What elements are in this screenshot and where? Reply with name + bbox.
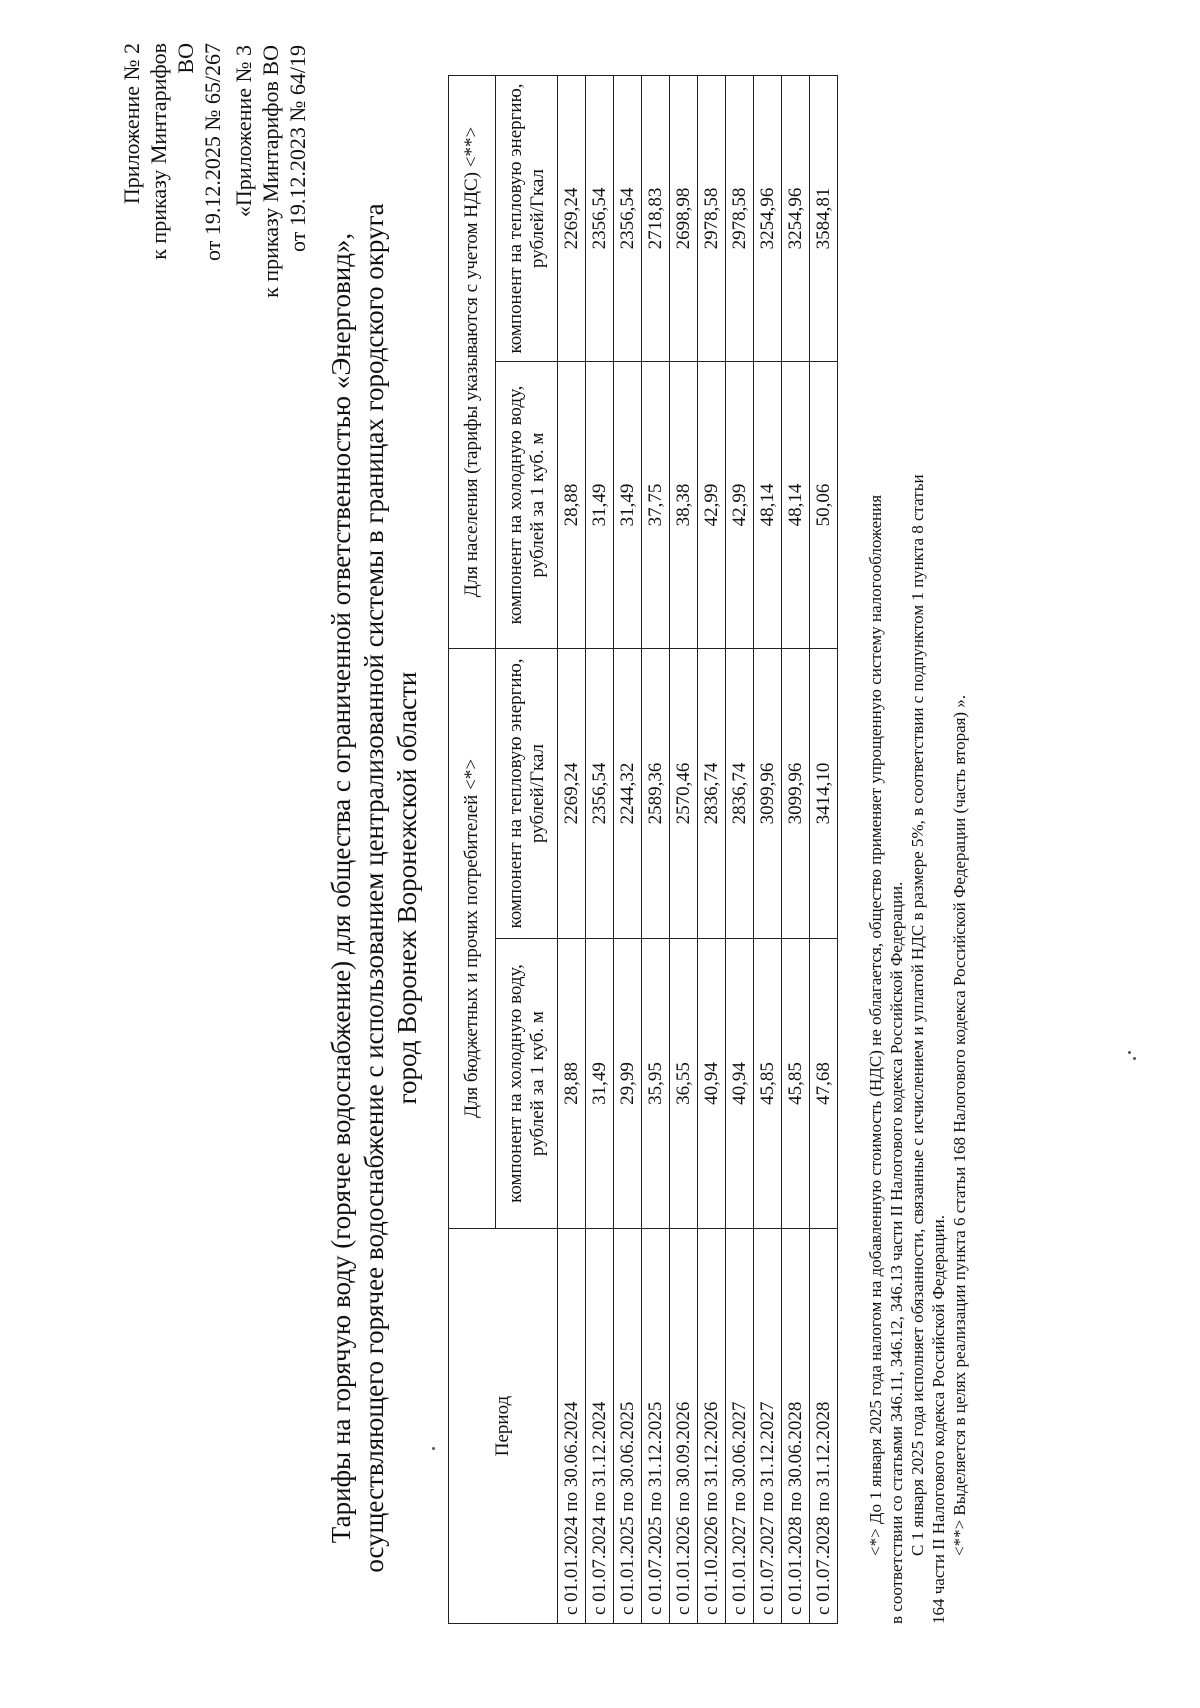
population-cold-water-cell: 48,14 [754,362,782,649]
period-cell: с 01.01.2028 по 30.06.2028 [782,1229,810,1624]
population-heat-cell: 2356,54 [586,76,614,362]
table-row [754,76,782,1624]
period-cell: с 01.10.2026 по 31.12.2026 [698,1229,726,1624]
budget-heat-cell: 2356,54 [586,649,614,939]
period-cell: с 01.01.2024 по 30.06.2024 [558,1229,586,1624]
scan-speck [1133,1057,1136,1060]
appendix-date: от 19.12.2025 № 65/267 [200,43,225,261]
population-heat-header: компонент на тепловую энергию, рублей/Гкал [496,76,558,362]
tariff-table [448,75,838,1624]
budget-heat-cell: 2589,36 [642,649,670,939]
period-cell: с 01.07.2024 по 31.12.2024 [586,1229,614,1624]
population-cold-water-cell: 48,14 [782,362,810,649]
footnote-3-text: <**> Выделяется в целях реализации пункта 6 статьи 168 Налогового кодекса Российской Федерации (часть вторая) ». [950,694,969,1556]
table-row [558,76,586,1624]
appendix-number: Приложение № 2 [119,43,144,205]
budget-cold-water-cell: 47,68 [810,939,838,1229]
population-heat-cell: 2978,58 [698,76,726,362]
budget-cold-water-cell: 28,88 [558,939,586,1229]
table-row [670,76,698,1624]
footnote-1-line-1: <*> До 1 января 2025 года налогом на добавленную стоимость (НДС) не облагается, общество применяет упрощенную систему налогообложения [866,494,885,1556]
footnote-2-continuation [928,64,949,1624]
budget-heat-cell: 2836,74 [698,649,726,939]
budget-cold-water-cell: 40,94 [698,939,726,1229]
budget-cold-water-cell: 31,49 [586,939,614,1229]
budget-cold-water-cell: 40,94 [726,939,754,1229]
budget-cold-water-cell: 29,99 [614,939,642,1229]
scan-speck [432,1447,435,1450]
budget-cold-water-cell: 35,95 [642,939,670,1229]
population-cold-water-cell: 50,06 [810,362,838,649]
period-cell: с 01.07.2027 по 31.12.2027 [754,1229,782,1624]
previous-appendix-reference [230,45,311,340]
footnote-2 [907,64,928,1624]
budget-heat-cell: 3099,96 [754,649,782,939]
table-row [642,76,670,1624]
budget-group-header: Для бюджетных и прочих потребителей <*> [449,649,496,1229]
table-row [586,76,614,1624]
previous-appendix-date: от 19.12.2023 № 64/19 [285,45,310,252]
budget-heat-cell: 2836,74 [726,649,754,939]
period-cell: с 01.01.2027 по 30.06.2027 [726,1229,754,1624]
population-heat-cell: 2978,58 [726,76,754,362]
budget-heat-cell: 2244,32 [614,649,642,939]
table-row [782,76,810,1624]
budget-heat-header: компонент на тепловую энергию, рублей/Гкал [496,649,558,939]
period-cell: с 01.07.2028 по 31.12.2028 [810,1229,838,1624]
tariff-table-body [558,76,838,1624]
previous-appendix-order: к приказу Минтарифов ВО [258,45,283,298]
table-row [698,76,726,1624]
table-row [614,76,642,1624]
footnote-3 [949,64,970,1624]
budget-heat-cell: 2570,46 [670,649,698,939]
population-heat-cell: 2718,83 [642,76,670,362]
population-heat-cell: 2356,54 [614,76,642,362]
population-heat-cell: 3584,81 [810,76,838,362]
footnote-1 [865,64,886,1624]
population-heat-cell: 3254,96 [782,76,810,362]
previous-appendix-number: «Приложение № 3 [231,45,256,218]
title-line-1: Тарифы на горячую воду (горячее водоснабжение) для общества с ограниченной ответственностью «Энерговид», [326,232,356,1544]
population-heat-cell: 2269,24 [558,76,586,362]
appendix-reference [118,43,226,293]
table-row [726,76,754,1624]
population-cold-water-header: компонент на холодную воду, рублей за 1 куб. м [496,362,558,649]
population-cold-water-cell: 31,49 [614,362,642,649]
budget-cold-water-cell: 45,85 [782,939,810,1229]
period-cell: с 01.07.2025 по 31.12.2025 [642,1229,670,1624]
budget-heat-cell: 2269,24 [558,649,586,939]
footnote-2-line-2: 164 части II Налогового кодекса Российской Федерации. [929,1214,948,1624]
population-heat-cell: 2698,98 [670,76,698,362]
budget-cold-water-header: компонент на холодную воду, рублей за 1 куб. м [496,939,558,1229]
footnotes [865,64,970,1624]
budget-heat-cell: 3414,10 [810,649,838,939]
document-title [325,148,424,1628]
budget-cold-water-cell: 45,85 [754,939,782,1229]
appendix-order: к приказу Минтарифов ВО [146,43,198,260]
population-cold-water-cell: 42,99 [698,362,726,649]
scan-speck [1128,1051,1131,1054]
population-cold-water-cell: 28,88 [558,362,586,649]
table-row [810,76,838,1624]
population-cold-water-cell: 31,49 [586,362,614,649]
title-line-3: город Воронеж Воронежской области [392,671,422,1105]
footnote-2-line-1: С 1 января 2025 года исполняет обязанности, связанные с исчислением и уплатой НДС в размере 5%, в соответствии с подпунктом 1 пункта 8 статьи [908,474,927,1556]
period-cell: с 01.01.2025 по 30.06.2025 [614,1229,642,1624]
budget-heat-cell: 3099,96 [782,649,810,939]
period-header: Период [449,1229,558,1624]
population-cold-water-cell: 37,75 [642,362,670,649]
population-heat-cell: 3254,96 [754,76,782,362]
budget-cold-water-cell: 36,55 [670,939,698,1229]
population-group-header: Для населения (тарифы указываются с учетом НДС) <**> [449,76,496,649]
period-cell: с 01.01.2026 по 30.09.2026 [670,1229,698,1624]
population-cold-water-cell: 42,99 [726,362,754,649]
footnote-1-line-2: в соответствии со статьями 346.11, 346.12, 346.13 части II Налогового кодекса Российской Федерации. [887,881,906,1624]
population-cold-water-cell: 38,38 [670,362,698,649]
title-line-2: осуществляющего горячее водоснабжение с использованием централизованной системы в границах городского округа [359,203,389,1573]
footnote-1-continuation [886,64,907,1624]
